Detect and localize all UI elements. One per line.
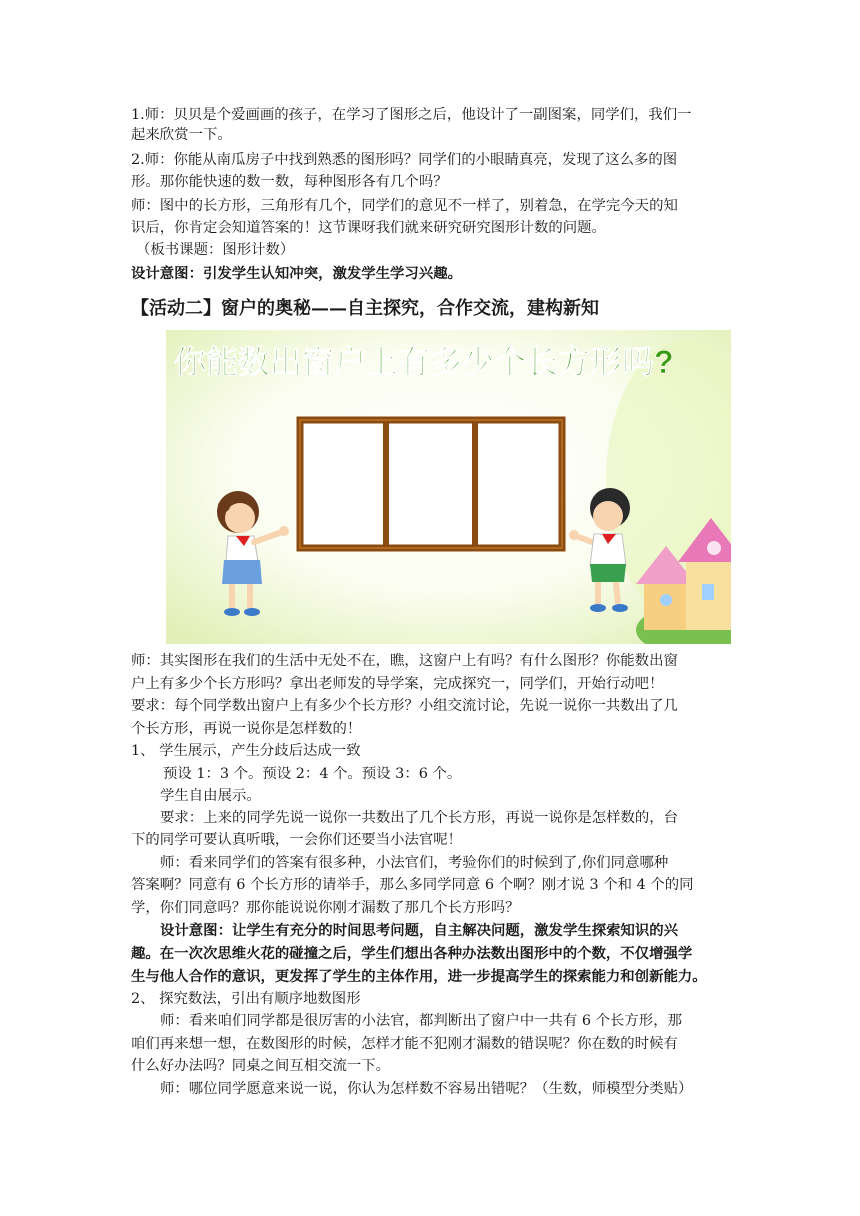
- body-line-9: 下的同学可要认真听哦，一会你们还要当小法官呢！: [131, 832, 462, 848]
- body-line-2: 户上有多少个长方形吗？拿出老师发的导学案，完成探究一，同学们，开始行动吧！: [131, 676, 664, 692]
- intro-line-5: 师：图中的长方形，三角形有几个，同学们的意见不一样了，别着急，在学完今天的知: [131, 198, 678, 214]
- body-line-18: 咱们再来想一想，在数图形的时候，怎样才能不犯刚才漏数的错误呢？你在数的时候有: [131, 1036, 678, 1052]
- activity2-heading: 【活动二】窗户的奥秘——自主探究，合作交流，建构新知: [131, 298, 599, 319]
- body-line-6: 预设 1：3 个。预设 2：4 个。预设 3：6 个。: [163, 766, 462, 782]
- body-line-1: 师：其实图形在我们的生活中无处不在，瞧，这窗户上有吗？有什么图形？你能数出窗: [131, 653, 678, 669]
- body-line-8: 要求：上来的同学先说一说你一共数出了几个长方形，再说一说你是怎样数的，台: [160, 810, 679, 826]
- body-line-20: 师：哪位同学愿意来说一说，你认为怎样数不容易出错呢？（生数，师模型分类贴）: [160, 1081, 693, 1097]
- intro-line-6: 识后，你肯定会知道答案的！这节课呀我们就来研究研究图形计数的问题。: [131, 220, 606, 236]
- body-line-19: 什么好办法吗？同桌之间互相交流一下。: [131, 1058, 391, 1074]
- intro-line-2: 起来欣赏一下。: [131, 127, 232, 143]
- intro-line-3: 2.师：你能从南瓜房子中找到熟悉的图形吗？同学们的小眼睛真亮，发现了这么多的图: [131, 152, 678, 168]
- window-frame-icon: [300, 420, 562, 548]
- body-line-7: 学生自由展示。: [160, 788, 261, 804]
- body-design-intent-2: 趣。在一次次思维火花的碰撞之后，学生们想出各种办法数出图形中的个数，不仅增强学: [131, 945, 693, 962]
- window-illustration: [166, 330, 731, 644]
- body-line-3: 要求：每个同学数出窗户上有多少个长方形？小组交流讨论，先说一说你一共数出了几: [131, 698, 678, 714]
- body-line-5: 1、 学生展示，产生分歧后达成一致: [131, 743, 361, 759]
- body-line-12: 学，你们同意吗？那你能说说你刚才漏数了那几个长方形吗？: [131, 900, 520, 916]
- intro-line-4: 形。那你能快速的数一数，每种图形各有几个吗？: [131, 174, 448, 190]
- intro-line-7: （板书课题：图形计数）: [136, 242, 295, 258]
- body-design-intent-3: 生与他人合作的意识，更发挥了学生的主体作用，进一步提高学生的探索能力和创新能力。: [131, 968, 707, 985]
- intro-design-intent: 设计意图：引发学生认知冲突，激发学生学习兴趣。: [131, 265, 462, 282]
- figure-title: 你能数出窗户上有多少个长方形吗?: [174, 344, 674, 380]
- body-line-11: 答案啊？同意有 6 个长方形的请举手，那么多同学同意 6 个啊？刚才说 3 个和 4 个的同: [131, 877, 694, 893]
- intro-line-1: 1.师：贝贝是个爱画画的孩子，在学习了图形之后，他设计了一副图案，同学们，我们一: [131, 107, 692, 123]
- body-line-4: 个长方形，再说一说你是怎样数的！: [131, 721, 362, 737]
- body-line-16: 2、 探究数法，引出有顺序地数图形: [131, 991, 361, 1007]
- body-design-intent-1: 设计意图：让学生有充分的时间思考问题，自主解决问题，激发学生探索知识的兴: [160, 922, 679, 939]
- body-line-17: 师：看来咱们同学都是很厉害的小法官，都判断出了窗户中一共有 6 个长方形，那: [160, 1013, 682, 1029]
- body-line-10: 师：看来同学们的答案有很多种，小法官们，考验你们的时候到了,你们同意哪种: [160, 855, 669, 871]
